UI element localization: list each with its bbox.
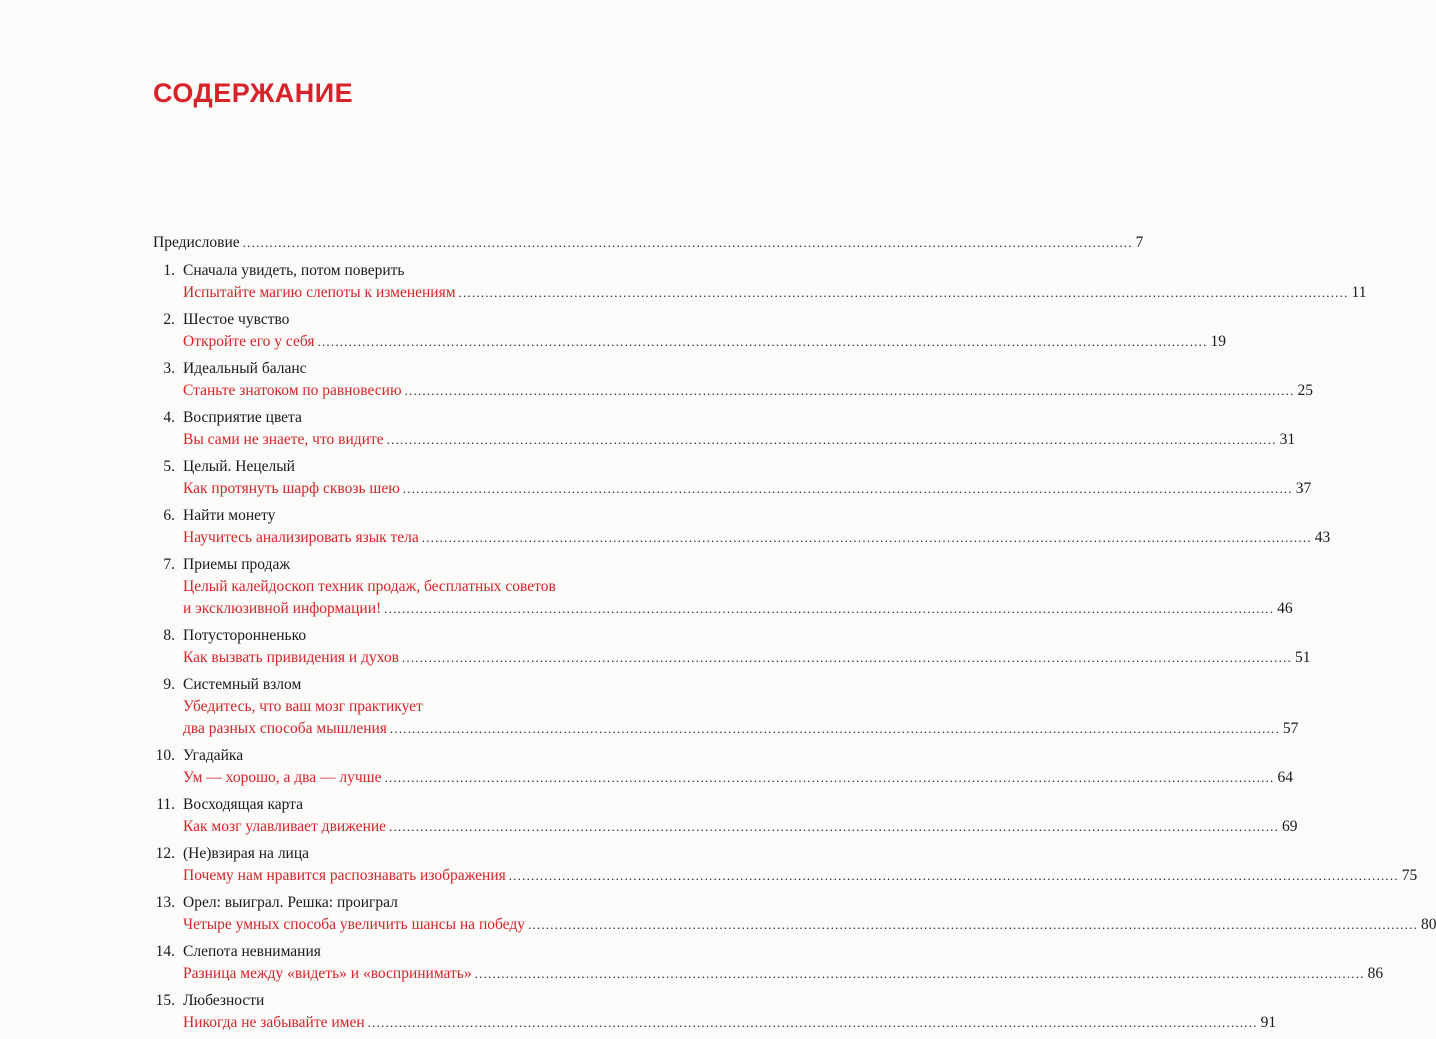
toc-page-number: 25 xyxy=(1297,382,1314,399)
chapter-subtitle: Вы сами не знаете, что видите xyxy=(183,431,384,448)
chapter-title-line xyxy=(153,456,595,478)
toc-page-number: 64 xyxy=(1277,769,1293,786)
chapter-subtitle-line xyxy=(153,380,1314,402)
chapter-title-line xyxy=(153,260,595,282)
chapter-title: Угадайка xyxy=(183,747,244,764)
toc-entry[interactable] xyxy=(153,794,1298,838)
toc-entry[interactable] xyxy=(153,456,1312,500)
chapter-number: 4. xyxy=(163,409,175,426)
chapter-title-line xyxy=(153,674,595,696)
toc-page-number: 69 xyxy=(1282,818,1298,835)
dot-leader: ........................................................................................................................................................................................................ xyxy=(242,235,1133,250)
chapter-number: 2. xyxy=(163,311,175,328)
toc-entry[interactable] xyxy=(153,990,1277,1034)
chapter-subtitle: Ум — хорошо, а два — лучше xyxy=(183,769,382,786)
toc-page-number: 43 xyxy=(1314,529,1331,546)
chapter-number: 12. xyxy=(155,845,175,862)
dot-leader: ........................................................................................................................................................................................................ xyxy=(527,917,1418,932)
toc-entry[interactable] xyxy=(153,505,1331,549)
chapter-number: 6. xyxy=(163,507,175,524)
chapter-subtitle: Как мозг улавливает движение xyxy=(183,818,387,835)
chapter-title: Восходящая карта xyxy=(183,796,304,813)
chapter-subtitle: два разных способа мышления xyxy=(183,720,387,737)
chapter-subtitle: Убедитесь, что ваш мозг практикует xyxy=(183,698,423,715)
chapter-subtitle-line xyxy=(153,1012,1277,1034)
chapter-subtitle-line xyxy=(153,767,1293,789)
chapter-subtitle-line xyxy=(153,718,1299,740)
toc-entry[interactable] xyxy=(153,892,1436,936)
chapter-subtitle-line xyxy=(153,598,1293,620)
toc-entry[interactable] xyxy=(153,625,1311,669)
chapter-number: 11. xyxy=(156,796,175,813)
dot-leader: ........................................................................................................................................................................................................ xyxy=(384,770,1275,785)
dot-leader: ........................................................................................................................................................................................................ xyxy=(317,334,1208,349)
chapter-subtitle-line xyxy=(153,576,595,598)
chapter-title: (Не)взирая на лица xyxy=(183,845,310,862)
chapter-title: Целый. Нецелый xyxy=(183,458,295,475)
dot-leader: ........................................................................................................................................................................................................ xyxy=(389,721,1280,736)
chapter-subtitle: Никогда не забывайте имен xyxy=(183,1014,365,1031)
toc-page-number: 75 xyxy=(1401,867,1418,884)
chapter-title-line xyxy=(153,745,595,767)
chapter-number: 13. xyxy=(155,894,175,911)
chapter-title: Восприятие цвета xyxy=(183,409,302,426)
chapter-title: Потусторонненько xyxy=(183,627,307,644)
chapter-subtitle: Научитесь анализировать язык тела xyxy=(183,529,419,546)
dot-leader: ........................................................................................................................................................................................................ xyxy=(402,481,1293,496)
chapter-subtitle-line xyxy=(153,963,1384,985)
toc-page-number: 31 xyxy=(1279,431,1296,448)
chapter-subtitle-line xyxy=(153,331,1227,353)
dot-leader: ........................................................................................................................................................................................................ xyxy=(401,650,1292,665)
chapter-number: 5. xyxy=(163,458,175,475)
toc-entry[interactable] xyxy=(153,843,1418,887)
chapter-subtitle-line xyxy=(153,816,1298,838)
chapter-number: 14. xyxy=(155,943,175,960)
chapter-title: Найти монету xyxy=(183,507,276,524)
dot-leader: ........................................................................................................................................................................................................ xyxy=(384,601,1275,616)
toc-entry[interactable] xyxy=(153,260,1367,304)
toc-entry[interactable] xyxy=(153,407,1296,451)
chapter-number: 7. xyxy=(163,556,175,573)
chapter-subtitle: Четыре умных способа увеличить шансы на победу xyxy=(183,916,525,933)
chapter-title-line xyxy=(153,843,595,865)
chapter-title: Шестое чувство xyxy=(183,311,290,328)
dot-leader: ........................................................................................................................................................................................................ xyxy=(508,868,1399,883)
chapter-subtitle-line xyxy=(153,282,1367,304)
chapter-number: 10. xyxy=(155,747,175,764)
toc-entry-preface[interactable] xyxy=(153,232,1144,254)
chapter-subtitle: Разница между «видеть» и «воспринимать» xyxy=(183,965,472,982)
chapter-subtitle-line xyxy=(153,429,1296,451)
chapter-subtitle: Как протянуть шарф сквозь шею xyxy=(183,480,400,497)
chapter-subtitle-line xyxy=(153,914,1436,936)
chapter-title: Системный взлом xyxy=(183,676,302,693)
toc-page-number: 80 xyxy=(1420,916,1436,933)
chapter-subtitle-line xyxy=(153,527,1331,549)
dot-leader: ........................................................................................................................................................................................................ xyxy=(474,966,1365,981)
chapter-subtitle-line xyxy=(153,647,1311,669)
chapter-subtitle-line xyxy=(153,865,1418,887)
chapter-subtitle: Целый калейдоскоп техник продаж, бесплатных советов xyxy=(183,578,556,595)
chapter-number: 3. xyxy=(163,360,175,377)
chapter-title-line xyxy=(153,625,595,647)
table-of-contents xyxy=(153,232,1436,1039)
chapter-subtitle-line xyxy=(153,478,1312,500)
toc-page-number: 51 xyxy=(1294,649,1311,666)
toc-page-number: 86 xyxy=(1367,965,1384,982)
chapter-subtitle: Станьте знатоком по равновесию xyxy=(183,382,402,399)
chapter-number: 1. xyxy=(163,262,175,279)
chapter-title-line xyxy=(153,794,595,816)
chapter-title: Орел: выиграл. Решка: проиграл xyxy=(183,894,398,911)
chapter-subtitle: Испытайте магию слепоты к изменениям xyxy=(183,284,456,301)
chapter-title: Приемы продаж xyxy=(183,556,291,573)
toc-page-number: 91 xyxy=(1260,1014,1277,1031)
chapter-subtitle: и эксклюзивной информации! xyxy=(183,600,382,617)
chapter-subtitle: Как вызвать привидения и духов xyxy=(183,649,399,666)
chapter-subtitle: Почему нам нравится распознавать изображения xyxy=(183,867,506,884)
page-title: СОДЕРЖАНИЕ xyxy=(153,78,354,108)
chapter-title: Слепота невнимания xyxy=(183,943,321,960)
toc-entry[interactable] xyxy=(153,358,1314,402)
toc-page-number: 19 xyxy=(1210,333,1227,350)
dot-leader: ........................................................................................................................................................................................................ xyxy=(386,432,1277,447)
chapter-title: Идеальный баланс xyxy=(183,360,307,377)
chapter-title: Сначала увидеть, потом поверить xyxy=(183,262,405,279)
chapter-title-line xyxy=(153,505,595,527)
chapter-number: 15. xyxy=(155,992,175,1009)
toc-page-number: 57 xyxy=(1282,720,1299,737)
chapter-title-line xyxy=(153,941,595,963)
toc-preface-label: Предисловие xyxy=(153,234,240,251)
dot-leader: ........................................................................................................................................................................................................ xyxy=(421,530,1312,545)
chapter-number: 9. xyxy=(163,676,175,693)
chapter-title-line xyxy=(153,407,595,429)
toc-page-number: 11 xyxy=(1351,284,1367,301)
chapter-number: 8. xyxy=(163,627,175,644)
chapter-title-line xyxy=(153,358,595,380)
chapter-title-line xyxy=(153,892,595,914)
dot-leader: ........................................................................................................................................................................................................ xyxy=(367,1015,1258,1030)
toc-page-number: 7 xyxy=(1135,234,1144,251)
toc-page-number: 37 xyxy=(1295,480,1312,497)
toc-entry[interactable] xyxy=(153,309,1227,353)
chapter-title: Любезности xyxy=(183,992,265,1009)
toc-entry[interactable] xyxy=(153,941,1384,985)
toc-page-number: 46 xyxy=(1277,600,1293,617)
toc-entry[interactable] xyxy=(153,554,1293,620)
chapter-title-line xyxy=(153,309,595,331)
dot-leader: ........................................................................................................................................................................................................ xyxy=(458,285,1349,300)
toc-entry[interactable] xyxy=(153,674,1299,740)
chapter-subtitle: Откройте его у себя xyxy=(183,333,315,350)
chapter-subtitle-line xyxy=(153,696,595,718)
dot-leader: ........................................................................................................................................................................................................ xyxy=(404,383,1295,398)
toc-entry[interactable] xyxy=(153,745,1293,789)
dot-leader: ........................................................................................................................................................................................................ xyxy=(389,819,1280,834)
chapter-title-line xyxy=(153,554,595,576)
chapter-title-line xyxy=(153,990,595,1012)
